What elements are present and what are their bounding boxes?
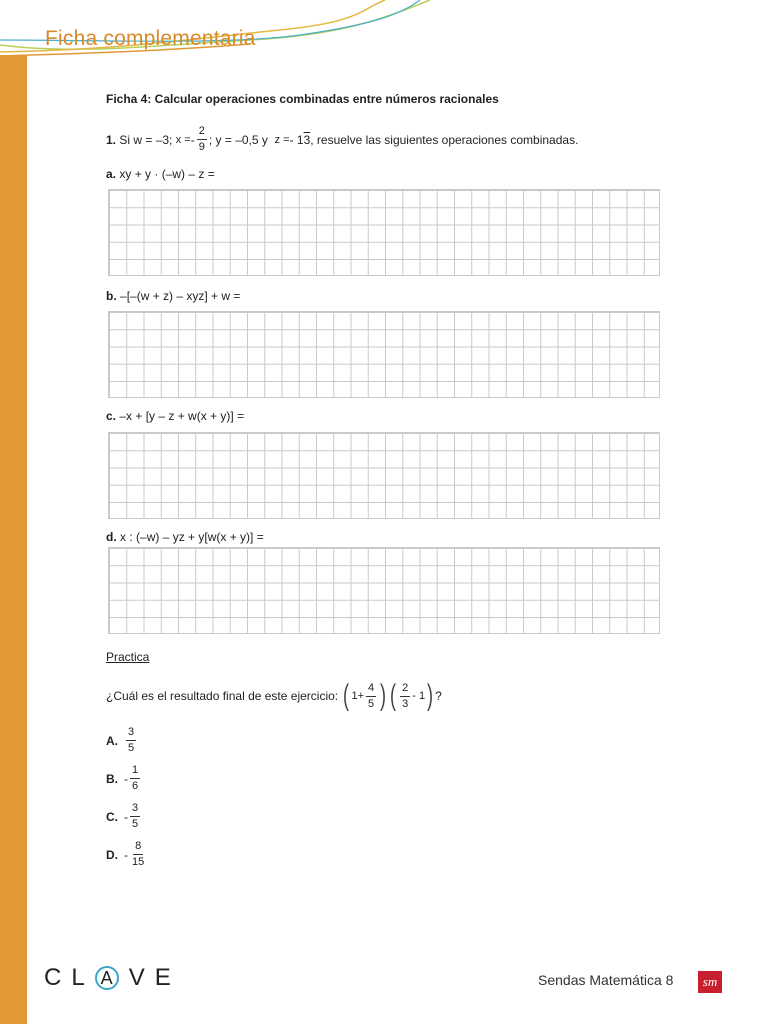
option-fraction — [130, 765, 140, 792]
item-letter: d. — [106, 530, 117, 544]
item-letter: c. — [106, 409, 117, 423]
question-1 — [106, 126, 578, 153]
publisher-logo: sm — [698, 971, 722, 993]
x-label: x = — [175, 133, 191, 146]
option-fraction — [130, 841, 146, 868]
option-sign: - — [124, 847, 128, 862]
answer-grid-d[interactable] — [108, 547, 660, 634]
fraction-1-numerator: 4 — [366, 683, 376, 697]
x-numerator: 2 — [197, 126, 207, 140]
option-c[interactable] — [106, 803, 142, 830]
question-mark: ? — [435, 689, 442, 703]
question-suffix: , resuelve las siguientes operaciones combinadas. — [310, 132, 579, 147]
item-a — [106, 167, 215, 181]
z-value: - 1 — [289, 132, 304, 147]
practica-heading: Practica — [106, 650, 150, 664]
x-denominator: 9 — [198, 141, 205, 153]
option-fraction — [130, 803, 140, 830]
answer-grid-a[interactable] — [108, 189, 660, 276]
fraction-2-denominator: 3 — [402, 697, 409, 710]
option-sign: - — [124, 809, 128, 824]
x-sign: - — [190, 132, 195, 147]
expr-one-plus: 1+ — [351, 690, 365, 702]
option-letter: A. — [106, 733, 118, 748]
book-title: Sendas Matemática 8 — [538, 972, 674, 988]
open-paren: ( — [343, 679, 350, 712]
practica-question — [106, 681, 442, 711]
option-sign: - — [124, 771, 128, 786]
option-d[interactable] — [106, 841, 148, 868]
item-expression: –x + [y – z + w(x + y)] = — [119, 409, 245, 423]
item-b — [106, 289, 240, 303]
open-paren: ( — [390, 679, 397, 712]
option-numerator: 3 — [126, 727, 136, 741]
option-letter: B. — [106, 771, 118, 786]
option-denominator: 5 — [128, 742, 135, 754]
fraction-2 — [400, 683, 410, 710]
item-d — [106, 530, 264, 544]
logo-text-right: VE — [128, 964, 181, 991]
close-paren: ) — [427, 679, 434, 712]
answer-grid-c[interactable] — [108, 432, 660, 519]
logo-a-circle: A — [95, 966, 119, 990]
z-repeating-digit: 3 — [303, 132, 311, 147]
logo-text-left: CL — [44, 964, 95, 991]
item-letter: b. — [106, 289, 117, 303]
y-text: ; y = –0,5 y — [208, 132, 268, 147]
item-expression: –[–(w + z) – xyz] + w = — [120, 289, 241, 303]
side-accent-bar — [0, 55, 27, 1024]
item-letter: a. — [106, 167, 117, 181]
x-fraction — [197, 126, 207, 153]
question-prefix: Si w = –3; — [119, 132, 173, 147]
question-number: 1. — [106, 132, 117, 147]
option-denominator: 15 — [132, 856, 145, 868]
clave-logo — [44, 964, 181, 992]
option-numerator: 1 — [130, 765, 140, 779]
header-title: Ficha complementaria — [45, 27, 256, 50]
fraction-2-numerator: 2 — [400, 683, 410, 697]
practica-question-text: ¿Cuál es el resultado final de este ejercicio: — [106, 689, 339, 703]
option-denominator: 6 — [132, 780, 139, 792]
option-a[interactable] — [106, 727, 138, 754]
option-letter: D. — [106, 847, 118, 862]
option-denominator: 5 — [132, 818, 139, 830]
sheet-title: Ficha 4: Calcular operaciones combinadas entre números racionales — [106, 92, 499, 106]
item-c — [106, 409, 244, 423]
z-label: z = — [274, 133, 290, 146]
fraction-1-denominator: 5 — [368, 697, 375, 710]
expr-minus-one: - 1 — [412, 690, 426, 702]
option-fraction — [126, 727, 136, 754]
fraction-1 — [366, 683, 376, 710]
answer-grid-b[interactable] — [108, 311, 660, 398]
option-numerator: 3 — [130, 803, 140, 817]
close-paren: ) — [380, 679, 387, 712]
item-expression: x : (–w) – yz + y[w(x + y)] = — [120, 530, 264, 544]
option-b[interactable] — [106, 765, 142, 792]
item-expression: xy + y · (–w) – z = — [119, 167, 215, 181]
option-numerator: 8 — [133, 841, 143, 855]
option-letter: C. — [106, 809, 118, 824]
